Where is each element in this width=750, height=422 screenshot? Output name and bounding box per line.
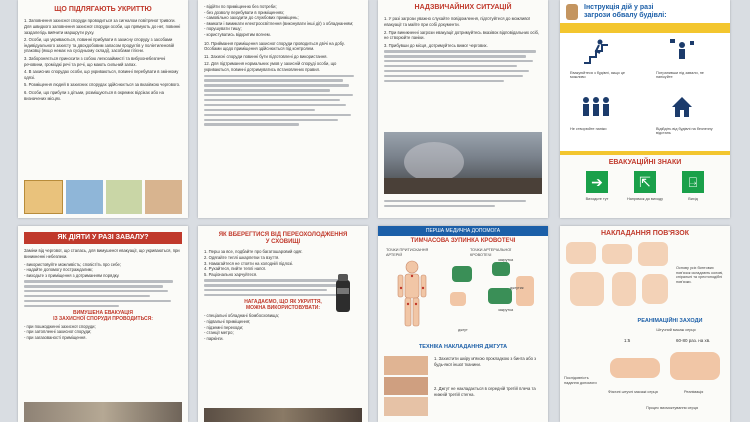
- paragraph: 5. Раціонально харчуйтеся.: [204, 271, 258, 277]
- house-icon: [670, 95, 694, 119]
- section-heading: ТЕХНІКА НАКЛАДАННЯ ДЖГУТА: [418, 344, 508, 350]
- section-heading: ІЗ ЗАХИСНОЇ СПОРУДИ ПРОВОДИТЬСЯ:: [53, 315, 153, 322]
- human-body-diagram-icon: [392, 260, 432, 330]
- document-page-7: [378, 226, 548, 422]
- photo-collapsed-building: [24, 402, 182, 422]
- paragraph: 2. Джгут не накладається в середній третій плеча та нижній третій стегна.: [434, 386, 536, 397]
- mini-label: закрутка: [498, 308, 514, 312]
- bullet-item: - використовуйте можливість; сповістіть про себе;: [24, 261, 121, 267]
- bullet-item: - підземні переходи;: [204, 324, 244, 330]
- document-page-3: [378, 0, 548, 218]
- section-band: ПЕРША МЕДИЧНА ДОПОМОГА: [378, 226, 548, 236]
- stairs-run-icon: [582, 39, 610, 65]
- paragraph: 3. Намагайтеся не стояти на холодній підлозі.: [204, 260, 294, 266]
- diagram-label: ТОЧКИ АРТЕРІАЛЬНОЇ КРОВОТЕЧІ: [470, 248, 512, 257]
- artery-points-diagram: [448, 262, 540, 328]
- document-page-6: [198, 226, 368, 422]
- photo-building-smoke: [384, 132, 542, 194]
- mini-label: закрутка: [498, 258, 514, 262]
- illustration-supplies: [106, 180, 143, 214]
- page-title-line1: ЯК ВБЕРЕГТИСЯ ВІД ПЕРЕОХОЛОДЖЕННЯ: [218, 232, 348, 238]
- rate-a-label: 1:5: [624, 338, 631, 343]
- bottom-caption: Процес висмоктування серця: [645, 406, 699, 410]
- text-block: [24, 280, 182, 307]
- illustration-family: [66, 180, 103, 214]
- paragraph: Заміни від чергової, що сталась, для вимушеної евакуації, що укриваються, при виникненні небезпеки.: [24, 248, 180, 259]
- bottom-caption: Фізичні штучні масажі серця: [608, 390, 658, 394]
- document-page-1: [18, 0, 188, 218]
- exit-direction-sign-icon: ⇱: [634, 171, 656, 193]
- document-page-5: [18, 226, 188, 422]
- exit-arrow-sign-icon: ➔: [586, 171, 608, 193]
- signs-row: [560, 169, 730, 218]
- section-heading: ВИМУШЕНА ЕВАКУАЦІЯ: [73, 309, 133, 316]
- instruction-grid: [560, 33, 730, 151]
- yellow-divider: [560, 151, 730, 155]
- paragraph: 1. Захистити шкіру м'якою прокладкою з бинта або з будь-якої іншої тканини.: [434, 356, 537, 367]
- bottom-caption: Реанімація: [684, 390, 704, 394]
- paragraph: 10. Приймання приміщення захисної споруди проводиться двічі на добу. Особами щодо приміщення здійснюється під контролем.: [204, 40, 345, 52]
- rate-b-label: 60-80 раз. на хв.: [676, 338, 711, 343]
- bullet-item: - виходьте з приміщення з дотриманням порядку.: [24, 272, 120, 278]
- caption: Евакуюйтеся з будівлі, якщо це можливо: [570, 70, 626, 80]
- left-note: Послідовність надання допомоги: [564, 376, 597, 385]
- document-page-4: [560, 0, 730, 218]
- signs-title: ЕВАКУАЦІЙНІ ЗНАКИ: [608, 158, 682, 166]
- photo-shelter: [204, 408, 362, 422]
- caption: Відійдіть від будівлі на безпечну відстань: [656, 126, 713, 136]
- page-title: ЯК ДІЯТИ У РАЗІ ЗАВАЛУ?: [24, 232, 182, 244]
- yellow-divider: [560, 23, 730, 33]
- paragraph: 2. При виникненні загрози евакуації дотримуйтесь вказівок відповідальних осіб, не створюйте паніки.: [384, 29, 540, 41]
- bullet-item: - спеціальні обладнані бомбосховища;: [204, 313, 279, 319]
- page-title-line1: Інструкція дій у разі: [584, 4, 654, 11]
- bullet-item: - паркінги.: [204, 335, 224, 341]
- bullet-item: - без дозволу перебувати в приміщеннях;: [204, 9, 285, 15]
- header-panel: [560, 0, 730, 23]
- paragraph: 2. Особи, що укриваються, повинні прибувати в захисну споруду з засобами індивідуального захисту та двохдобовим запасом продуктів у поліетиленовій упаковці (якщо немає на сусідньому складі), засобами гігієни.: [24, 37, 174, 54]
- cpr-diagram: [610, 348, 722, 386]
- sign-label: Виходьте тут: [585, 197, 609, 202]
- section-subheading: Штучний масаж серця: [656, 328, 696, 332]
- paragraph: 2. Одягайте теплі шкарпетки та взуття.: [204, 254, 280, 260]
- paragraph: 6. Особи, що прибули з дітьми, розміщуються в окремих відсіках або на визначених місцях.: [24, 89, 164, 101]
- paragraph: 1. Заповнення захисної споруди проводиться за сигналом повітряної тривоги. Для швидкого заповнення захисної споруди особи, що прямують до неї, повинні заздалегідь вивчити маршрути руху.: [24, 18, 181, 35]
- paragraph: 1. У разі загрози уважно слухайте повідомлення, підготуйтеся до можливої евакуації та майте при собі документи.: [384, 16, 531, 27]
- bullet-item: - надайте допомогу постраждалим;: [24, 267, 93, 273]
- side-note: Основу усіх бинтових пов'язок складають колові, спіральні та хрестоподібні пов'язки.: [676, 266, 724, 284]
- bullet-item: - вмикати і вимикати електроосвітлення (виконувати інші дії) з обладнанням;: [204, 20, 354, 26]
- section-heading: МОЖНА ВИКОРИСТОВУВАТИ:: [245, 305, 321, 312]
- bullet-item: - при загазованості приміщення.: [24, 334, 87, 340]
- tourniquet-photos: [384, 356, 428, 416]
- paragraph: 12. Для підтримання нормальних умов у захисній споруді особи, що укриваються, повинні дотримуватись встановлених правил.: [204, 61, 337, 72]
- crowd-icon: [580, 95, 612, 119]
- paragraph: 4. Рухайтеся, пийте теплі напої.: [204, 266, 267, 272]
- sign-label: Вихід: [688, 197, 698, 202]
- bullet-item: - відійти по приміщенню без потреби;: [204, 4, 277, 9]
- text-block: [384, 50, 542, 82]
- section-heading: РЕАНІМАЦІЙНІ ЗАХОДИ: [637, 318, 703, 324]
- paragraph: 3. Забороняється приносити з собою легкозаймисті та вибухонебезпечні речовини, громіздкі речі та речі, що мають сильний запах.: [24, 55, 166, 67]
- text-block: [384, 200, 542, 210]
- document-page-2: [198, 0, 368, 218]
- illustration-radio: [145, 180, 182, 214]
- paragraph: 5. Розміщення людей в захисних спорудах здійснюється за вказівкою чергового.: [24, 82, 181, 88]
- page-title: ЩО ПІДЛЯГАЮТЬ УКРИТТЮ: [54, 6, 152, 13]
- falling-debris-icon: [668, 39, 696, 65]
- page-title: НАКЛАДАННЯ ПОВ'ЯЗОК: [601, 230, 689, 237]
- page-title: ТИМЧАСОВА ЗУПИНКА КРОВОТЕЧІ: [410, 238, 516, 244]
- bullet-item: - порушувати тишу;: [204, 26, 242, 32]
- bullet-item: - користуватись відкритим вогнем.: [204, 31, 271, 37]
- person-icon: [566, 4, 578, 20]
- paragraph: 4. В захисних спорудах особи, що укриваються, повинні перебувати в змінному одязі.: [24, 69, 179, 80]
- thermos-icon: [328, 274, 358, 314]
- caption: Потрапивши під завали, не панікуйте: [656, 70, 704, 80]
- bandage-diagrams: [566, 242, 670, 312]
- bullet-item: - станції метро;: [204, 330, 234, 336]
- illustration-strip: [24, 180, 182, 214]
- bullet-item: - при пошкодженні захисної споруди;: [24, 323, 96, 329]
- caption: Не створюйте паніки: [570, 126, 607, 131]
- emergency-exit-sign-icon: ⍈: [682, 171, 704, 193]
- mini-label: джгутик: [510, 286, 524, 290]
- paragraph: 11. Захисні споруди повинні бути підготовлені до використання.: [204, 53, 328, 59]
- document-page-8: [560, 226, 730, 422]
- paragraph: 3. Прибувши до місця, дотримуйтесь вимог чергових.: [384, 42, 488, 48]
- diagram-label: ТОЧКИ ПРИТИСКАННЯ АРТЕРІЙ: [386, 248, 429, 257]
- bullet-item: - при затопленні захисної споруди;: [24, 329, 92, 335]
- mini-label: джгут: [458, 328, 468, 332]
- bullet-item: - підвальні приміщення;: [204, 318, 251, 324]
- illustration-house: [24, 180, 63, 214]
- page-title: НАДЗВИЧАЙНИХ СИТУАЦІЙ: [414, 4, 512, 11]
- section-heading: НАГАДАЄМО, ЩО ЯК УКРИТТЯ,: [244, 299, 322, 306]
- text-block: [204, 75, 362, 126]
- page-title-line2: У СХОВИЩІ: [265, 239, 301, 246]
- page-title-line2: загрози обвалу будівлі:: [584, 12, 667, 20]
- bullet-item: - самовільно заходити до службових приміщень;: [204, 15, 299, 21]
- sign-label: Напрямок до виходу: [627, 197, 663, 202]
- paragraph: 1. Перш за все, подбайте про багатошаровий одяг.: [204, 249, 303, 255]
